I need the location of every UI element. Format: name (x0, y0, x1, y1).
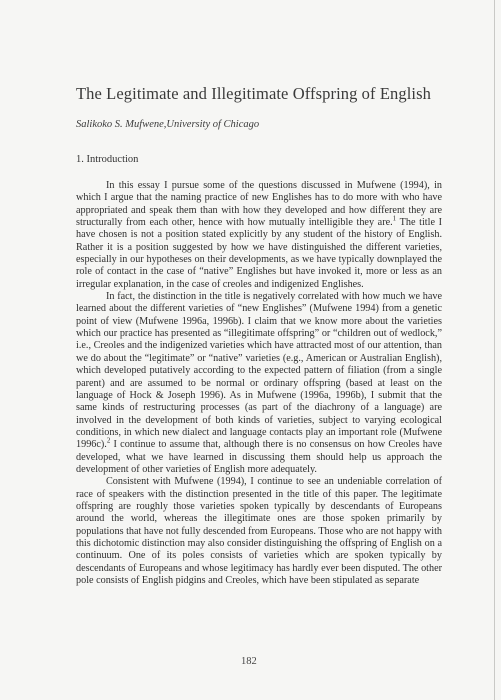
footnote-marker[interactable]: 1 (392, 214, 397, 223)
page-title: The Legitimate and Illegitimate Offspring of English (76, 84, 431, 103)
paragraph-text: Consistent with Mufwene (1994), I continue to see an undeniable correlation of race of speakers with the distinction presented in the title of this paper. The legitimate offspring are roughly those varieties spoken typically by descendants of Europeans around the world, whereas the illegitimate ones are those spoken primarily by populations that have not fully descended from Europeans. Those who are not happy with this dichotomic distinction may also consider distinguishing the offspring of English on a continuum. One of its poles consists of varieties which are spoken typically by descendants of Europeans and whose legitimacy has hardly ever been disputed. The other pole consists of English pidgins and Creoles, which have been stipulated as separate (76, 476, 442, 586)
paragraph-text: I continue to assume that, although there is no consensus on how Creoles have developed, what we have learned in discussing them should help us approach the development of other varieties of English more adequately. (76, 439, 442, 475)
paragraph-text: In fact, the distinction in the title is negatively correlated with how much we have learned about the different varieties of “new Englishes” (Mufwene 1994) from a genetic point of view (Mufwene 1996a, 1996b). I claim that we know more about the varieties which our practice has presented as “illegitimate offspring” or “children out of wedlock,” i.e., Creoles and the indigenized varieties which have attracted most of our attention, than we do about the “legitimate” or “native” varieties (e.g., American or Australian English), which developed putatively according to the expected pattern of filiation (from a single parent) and are assumed to be normal or ordinary offspring (based at least on the language of Hock & Joseph 1996). As in Mufwene (1996a, 1996b), I submit that the same kinds of restructuring processes (as part of the diachrony of a language) are involved in the development of both kinds of varieties, subject to varying ecological conditions, in which new dialect and language contacts play an important role (Mufwene 1996c). (76, 291, 442, 451)
section-heading: 1. Introduction (76, 154, 139, 165)
paragraph (76, 291, 442, 476)
body-text (76, 180, 442, 587)
paragraph (76, 476, 442, 587)
page-number: 182 (241, 656, 257, 667)
paragraph (76, 180, 442, 291)
paragraph-text: The title I have chosen is not a position stated explicitly by any student of the history of English. Rather it is a position suggested by how we have distinguished the different varieties, especially in our hypotheses on their developments, as we have typically downplayed the role of contact in the case of “native” Englishes but have invoked it, more or less as an irregular explanation, in the case of creoles and indigenized Englishes. (76, 217, 442, 290)
footnote-marker[interactable]: 2 (106, 436, 111, 445)
paragraph-text: In this essay I pursue some of the questions discussed in Mufwene (1994), in which I argue that the naming practice of new Englishes has to do more with who have appropriated and speak them than with how they developed and how different they are structurally from each other, hence with how mutually intelligible they are. (76, 180, 442, 229)
author-line: Salikoko S. Mufwene,University of Chicago (76, 119, 260, 130)
page-edge-line (494, 0, 495, 700)
